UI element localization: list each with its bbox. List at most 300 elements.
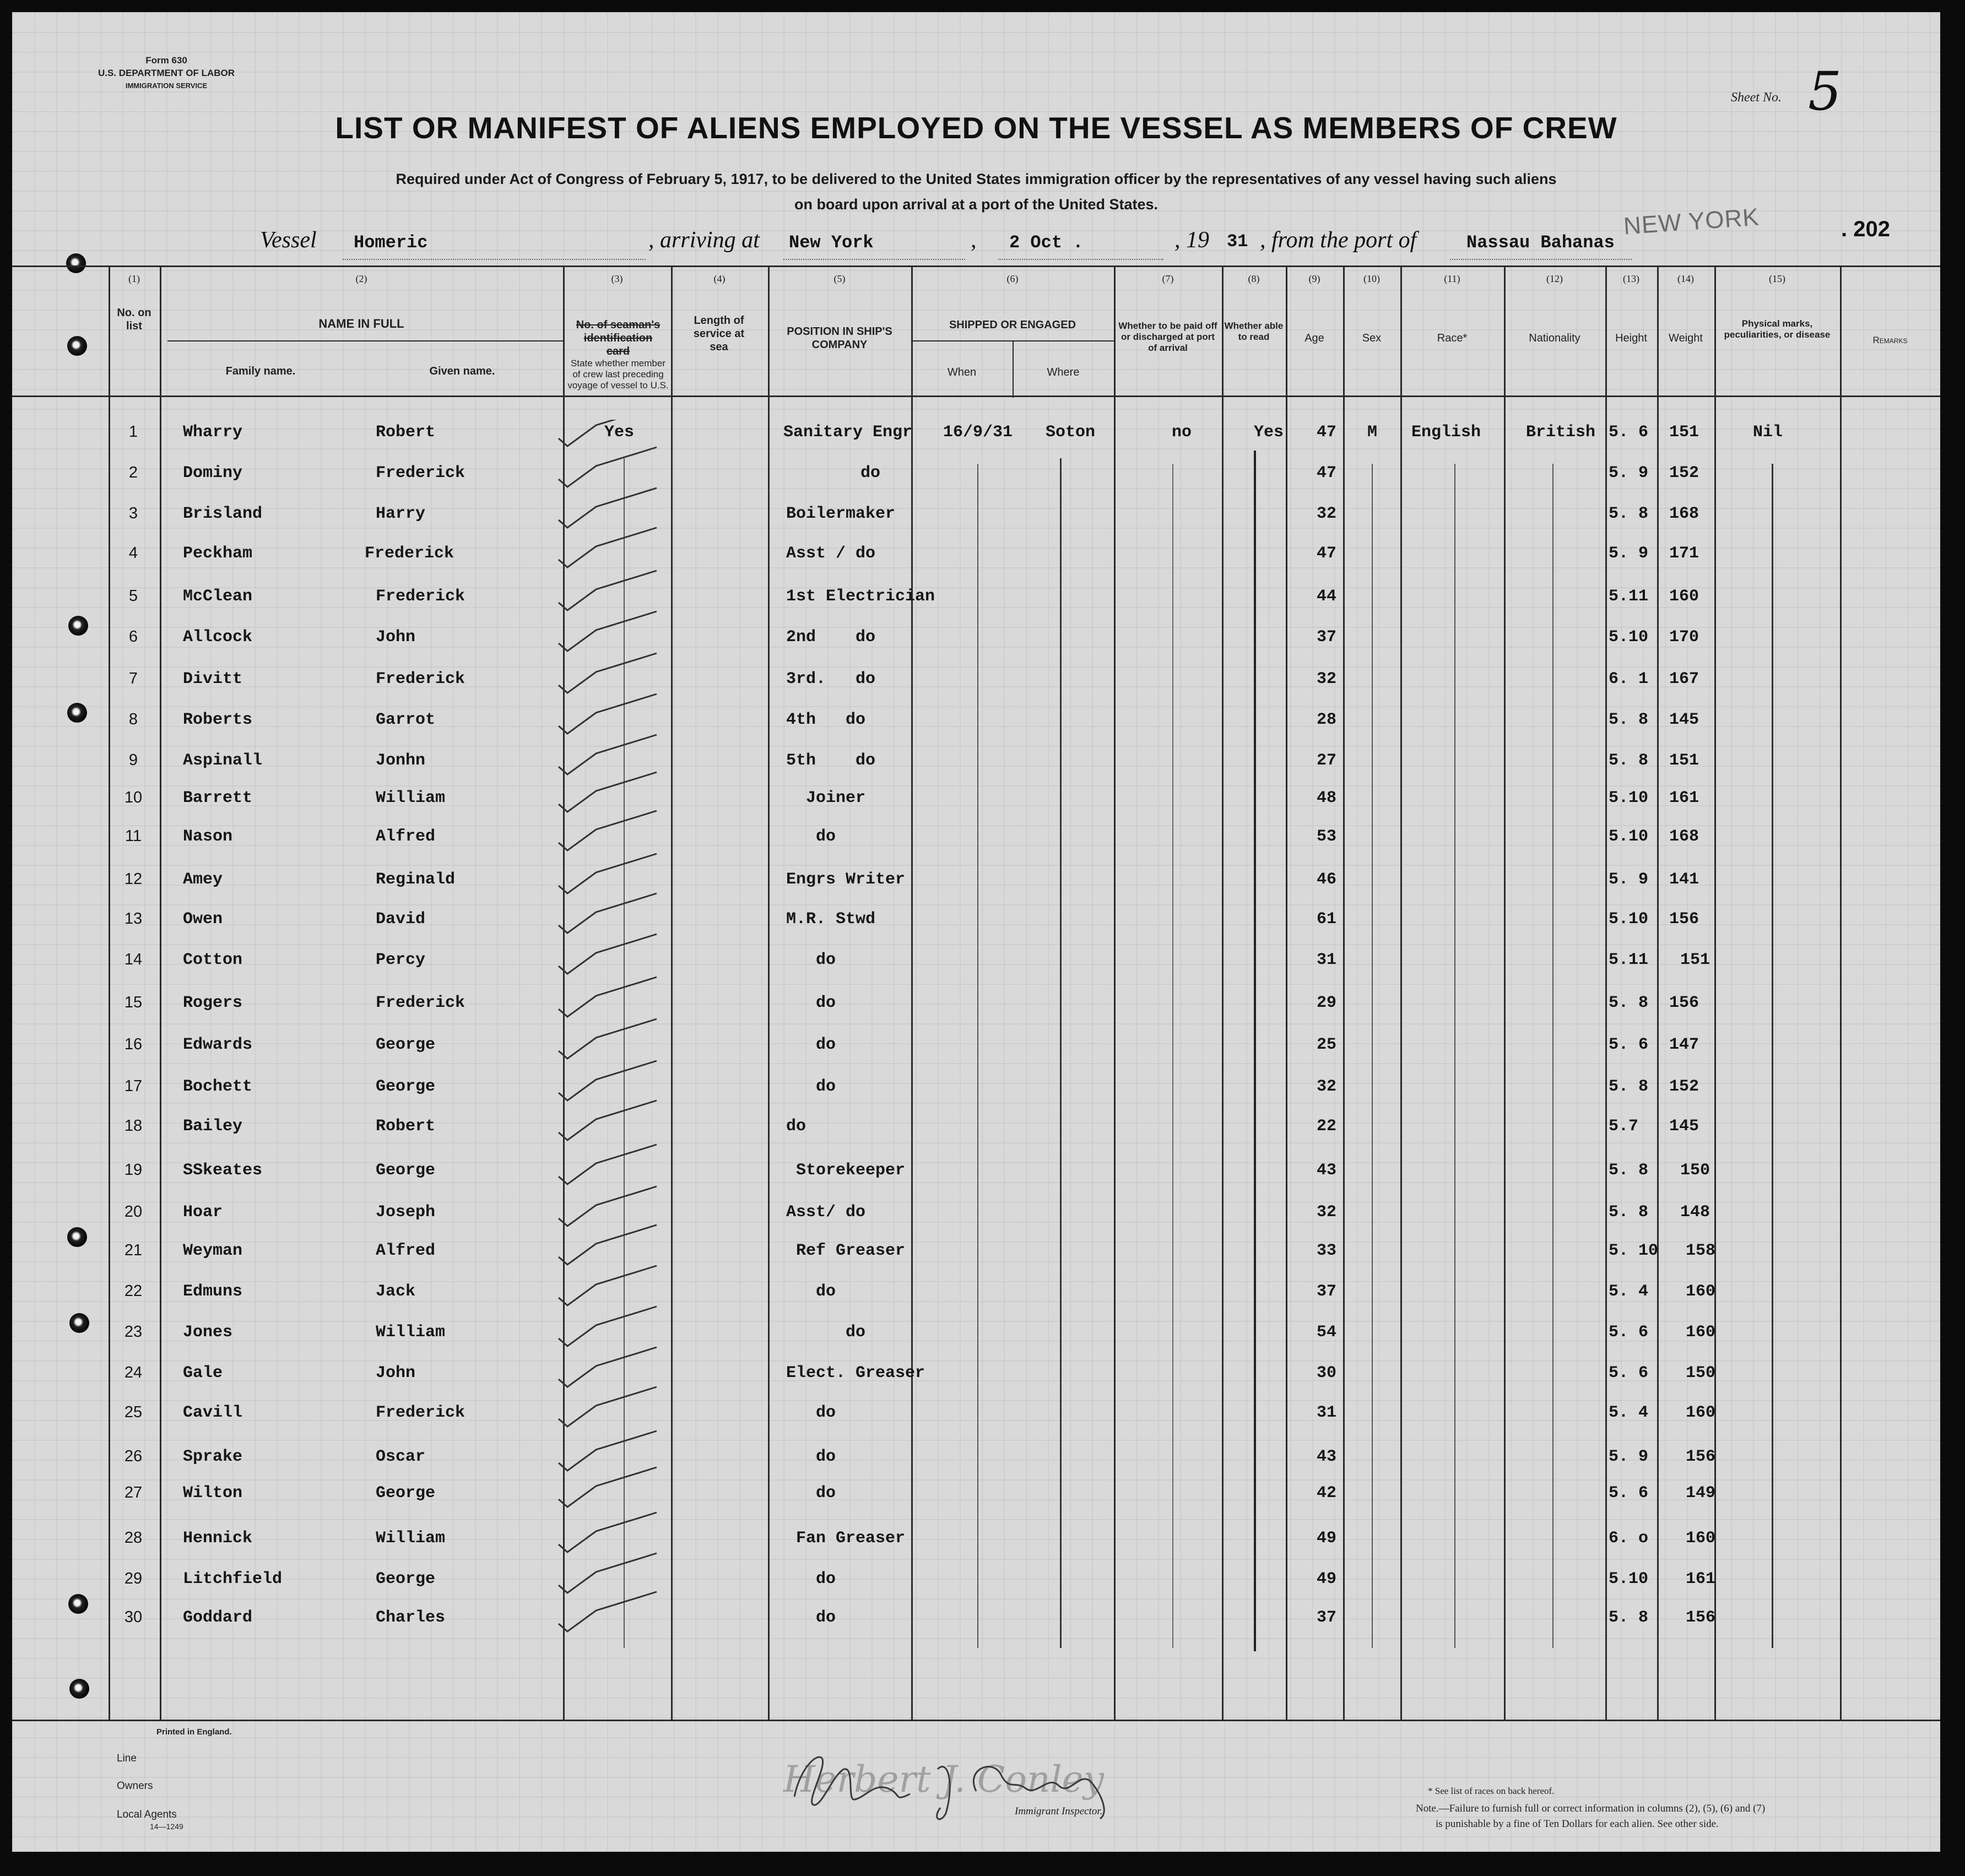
service-name: IMMIGRATION SERVICE [125,82,208,90]
check-mark [559,1266,657,1305]
position: do [786,994,836,1012]
sex: M [1367,423,1378,442]
name-subheader-rule [167,340,564,341]
weight: 149 [1686,1484,1716,1503]
height: 5.10 [1609,628,1649,647]
weight: 158 [1686,1241,1716,1260]
family-name: Amey [183,870,223,889]
arrival-date: 2 Oct . [1009,232,1084,253]
position: do [860,464,881,482]
family-name: Owen [183,910,223,929]
check-mark [559,1467,657,1507]
family-name: Cavill [183,1403,243,1422]
height: 5. 6 [1609,1323,1649,1342]
age: 30 [1317,1364,1337,1382]
height: 5.7 [1609,1117,1639,1136]
header-paid-off: Whether to be paid off or discharged at port of arrival [1118,321,1217,353]
height: 5. 6 [1609,1484,1649,1503]
header-shipped-engaged: SHIPPED OR ENGAGED [949,319,1076,331]
family-name: Jones [183,1323,233,1342]
age: 43 [1317,1161,1337,1180]
local-agents-label: Local Agents [117,1809,177,1820]
position: Asst / do [786,544,876,563]
crew-row [12,1313,1940,1353]
vessel-label: Vessel [260,227,317,253]
col-number: (11) [1444,273,1460,284]
header-nationality: Nationality [1529,332,1580,344]
age: 32 [1317,1203,1337,1222]
family-name: Aspinall [183,751,263,770]
ditto-line-sex [1372,464,1373,1648]
paid-off: no [1172,423,1192,442]
penalty-note-line-1: Note.—Failure to furnish full or correct information in columns (2), (5), (6) and (7) [1416,1803,1766,1814]
weight: 156 [1669,994,1699,1012]
list-number: 12 [124,870,143,888]
department-name: U.S. DEPARTMENT OF LABOR [98,68,235,78]
list-number: 20 [124,1203,143,1221]
age: 42 [1317,1484,1337,1503]
weight: 152 [1669,1077,1699,1096]
document-title: LIST OR MANIFEST OF ALIENS EMPLOYED ON THE VESSEL AS MEMBERS OF CREW [335,111,1617,145]
header-list-number: No. on list [117,307,151,332]
from-port-label: , from the port of [1260,227,1417,253]
crew-row [12,1272,1940,1313]
family-name: Dominy [183,464,243,482]
weight: 160 [1669,587,1699,606]
weight: 147 [1669,1035,1699,1054]
crew-row [12,660,1940,700]
check-mark [559,447,657,487]
age: 49 [1317,1570,1337,1588]
age: 29 [1317,994,1337,1012]
crew-row [12,577,1940,617]
position: Asst/ do [786,1203,866,1222]
list-number: 22 [124,1282,143,1300]
given-name: Charles [376,1608,446,1627]
family-name: Sprake [183,1447,243,1466]
age: 47 [1317,464,1337,482]
crew-row [12,1438,1940,1478]
weight: 161 [1669,789,1699,807]
header-bottom-border [12,395,1940,397]
list-number: 5 [128,587,138,605]
crew-row [12,984,1940,1024]
age: 54 [1317,1323,1337,1342]
check-mark [559,1431,657,1471]
height: 6. o [1609,1529,1649,1548]
header-able-to-read: Whether able to read [1224,321,1284,342]
check-mark [559,420,657,446]
height: 5.10 [1609,1570,1649,1588]
check-mark [559,1061,657,1100]
arrival-port: New York [789,232,874,253]
family-name: Edwards [183,1035,253,1054]
family-name: Litchfield [183,1570,283,1588]
position: do [786,1282,836,1301]
header-remarks: Remarks [1872,335,1908,345]
height: 5. 8 [1609,505,1649,523]
height: 5. 8 [1609,1608,1649,1627]
check-mark [559,1145,657,1184]
header-when: When [947,366,977,378]
position: M.R. Stwd [786,910,876,929]
check-mark [559,611,657,651]
header-physical-marks: Physical marks, peculiarities, or disease [1724,318,1831,340]
list-number: 29 [124,1570,143,1587]
document-subtitle [232,166,1720,217]
printed-in-england: Printed in England. [156,1727,232,1737]
col-number: (5) [833,273,846,284]
given-name: George [376,1161,436,1180]
owners-label: Owners [117,1780,153,1792]
check-mark [559,694,657,734]
given-name: Percy [376,951,426,969]
ditto-line-nationality [1552,464,1553,1648]
weight: 151 [1669,751,1699,770]
check-mark [559,934,657,974]
given-name: Frederick [376,1403,465,1422]
position: 1st Electrician [786,587,935,606]
date-underline [998,259,1163,260]
check-mark [559,977,657,1017]
age: 37 [1317,1282,1337,1301]
height: 5. 9 [1609,544,1649,563]
check-mark [559,893,657,933]
list-number: 26 [124,1447,143,1465]
height: 5. 4 [1609,1403,1649,1422]
list-number: 6 [128,628,138,646]
family-name: Hennick [183,1529,253,1548]
weight: 171 [1669,544,1699,563]
check-mark [559,735,657,774]
position: do [786,1570,836,1588]
header-name-in-full: NAME IN FULL [318,317,404,330]
position: do [786,1447,836,1466]
penalty-note-line-2: is punishable by a fine of Ten Dollars for each alien. See other side. [1436,1818,1719,1830]
crew-row [12,495,1940,535]
age: 43 [1317,1447,1337,1466]
comma-separator: , [971,227,977,253]
position: Boilermaker [786,505,896,523]
height: 5. 6 [1609,1035,1649,1054]
family-name: Divitt [183,670,243,688]
height: 5. 4 [1609,1282,1649,1301]
col-number: (8) [1248,273,1260,284]
check-mark [559,571,657,610]
port-underline [1450,259,1632,260]
sheet-label: Sheet No. [1731,90,1782,105]
list-number: 17 [124,1077,143,1095]
crew-row [12,1107,1940,1147]
given-name: Oscar [376,1447,426,1466]
header-sex: Sex [1362,332,1382,344]
position: 2nd do [786,628,876,647]
weight: 156 [1686,1447,1716,1466]
weight: 160 [1686,1282,1716,1301]
crew-row [12,413,1940,453]
check-mark [559,1387,657,1427]
crew-row [12,1026,1940,1066]
family-name: Hoar [183,1203,223,1222]
new-york-stamp: NEW YORK [1622,203,1761,240]
header-age: Age [1304,332,1324,344]
age: 47 [1317,544,1337,563]
list-number: 14 [124,951,143,968]
given-name: Alfred [376,1241,436,1260]
arrival-underline [783,259,965,260]
age: 27 [1317,751,1337,770]
weight: 161 [1686,1570,1716,1588]
list-number: 16 [124,1035,143,1053]
family-name: Bochett [183,1077,253,1096]
col-number: (1) [128,273,140,284]
family-name: Cotton [183,951,243,969]
position: Fan Greaser [786,1529,906,1548]
age: 22 [1317,1117,1337,1136]
family-name: Wharry [183,423,243,442]
given-name: Frederick [376,670,465,688]
family-name: Nason [183,827,233,846]
check-mark [559,772,657,812]
given-name: Robert [376,423,436,442]
position: do [786,827,836,846]
list-number: 25 [124,1403,143,1421]
given-name: George [376,1484,436,1503]
position: do [786,1077,836,1096]
form-identification [89,54,243,92]
list-number: 1 [128,423,138,441]
weight: 150 [1686,1364,1716,1382]
height: 5. 8 [1609,711,1649,729]
table-top-border [12,265,1940,267]
family-name: McClean [183,587,253,606]
weight: 160 [1686,1529,1716,1548]
age: 33 [1317,1241,1337,1260]
list-number: 24 [124,1364,143,1381]
header-position: POSITION IN SHIP'S COMPANY [787,326,892,351]
shipped-where: Soton [1046,423,1096,442]
given-name: William [376,1323,446,1342]
crew-row [12,941,1940,981]
age: 46 [1317,870,1337,889]
age: 44 [1317,587,1337,606]
weight: 145 [1669,711,1699,729]
family-name: Peckham [183,544,253,563]
able-to-read: Yes [1254,423,1284,442]
list-number: 4 [128,544,138,562]
sheet-number: 5 [1808,61,1842,122]
age: 32 [1317,670,1337,688]
crew-row [12,454,1940,494]
position: 5th do [786,751,876,770]
form-number: Form 630 [145,55,187,66]
header-previous-voyage: State whether member of crew last preceding voyage of vessel to U.S. [567,358,669,391]
manifest-sheet [12,12,1940,1852]
race: English [1411,423,1481,442]
age: 61 [1317,910,1337,929]
age: 53 [1317,827,1337,846]
age: 37 [1317,628,1337,647]
age: 49 [1317,1529,1337,1548]
col-number: (7) [1162,273,1174,284]
given-name: Harry [376,505,426,523]
list-number: 18 [124,1117,143,1135]
subtitle-line-2: on board upon arrival at a port of the United States. [794,196,1159,213]
ditto-line-marks [1772,464,1773,1648]
position: do [786,1035,836,1054]
check-marks [552,420,673,1659]
age: 48 [1317,789,1337,807]
given-name: Jack [376,1282,416,1301]
family-name: Edmuns [183,1282,243,1301]
list-number: 27 [124,1484,143,1501]
col-number: (15) [1769,273,1785,284]
age: 31 [1317,951,1337,969]
punch-hole [69,1679,89,1699]
age: 28 [1317,711,1337,729]
ditto-line-when [977,464,978,1648]
age: 47 [1317,423,1337,442]
weight: 170 [1669,628,1699,647]
crew-row [12,817,1940,858]
family-name: Weyman [183,1241,243,1260]
table-bottom-border [12,1720,1940,1721]
list-number: 15 [124,994,143,1011]
ditto-line-read [1254,451,1256,1651]
check-mark [559,1592,657,1631]
weight: 160 [1686,1403,1716,1422]
crew-row [12,534,1940,574]
races-note: * See list of races on back hereof. [1428,1786,1555,1796]
given-name: Garrot [376,711,436,729]
col-number: (9) [1308,273,1320,284]
col-number: (12) [1546,273,1563,284]
given-name: George [376,1570,436,1588]
col-number: (4) [713,273,726,284]
check-mark [559,1512,657,1552]
crew-row [12,1598,1940,1639]
col-number: (13) [1623,273,1639,284]
crew-row [12,779,1940,819]
crew-row [12,618,1940,658]
position: do [786,951,836,969]
position: Engrs Writer [786,870,906,889]
family-name: Rogers [183,994,243,1012]
weight: 168 [1669,827,1699,846]
weight: 168 [1669,505,1699,523]
given-name: John [376,628,416,647]
height: 5. 6 [1609,1364,1649,1382]
given-name: George [376,1077,436,1096]
family-name: Wilton [183,1484,243,1503]
weight: 152 [1669,464,1699,482]
check-mark [559,854,657,893]
family-name: Allcock [183,628,253,647]
crew-row [12,1067,1940,1108]
age: 37 [1317,1608,1337,1627]
height: 5.11 [1609,587,1649,606]
crew-row [12,1232,1940,1272]
height: 5.10 [1609,827,1649,846]
given-name: Joseph [376,1203,436,1222]
family-name: Bailey [183,1117,243,1136]
weight: 151 [1669,423,1699,442]
check-mark [559,1306,657,1346]
given-name: David [376,910,426,929]
list-number: 7 [128,670,138,687]
height: 5. 9 [1609,464,1649,482]
immigrant-inspector-label: Immigrant Inspector. [1015,1805,1103,1817]
header-length-of-service: Length of service at sea [693,315,745,353]
position: do [786,1323,866,1342]
check-mark [559,1225,657,1265]
weight: 151 [1680,951,1710,969]
height: 5. 8 [1609,1077,1649,1096]
given-name: William [376,1529,446,1548]
position: Ref Greaser [786,1241,906,1260]
year-prefix: , 19 [1174,227,1209,253]
list-number: 9 [128,751,138,769]
arrival-year: 31 [1227,231,1248,252]
list-number: 8 [128,711,138,728]
given-name: Reginald [376,870,456,889]
ditto-line-paid [1172,464,1173,1648]
list-number: 30 [124,1608,143,1626]
list-number: 19 [124,1161,143,1179]
punch-hole [66,253,86,273]
nationality: British [1526,423,1596,442]
position: Sanitary Engr [783,423,913,442]
col-number: (14) [1677,273,1694,284]
given-name: Frederick [376,994,465,1012]
signature-text: Herbert J. Conley [783,1758,1105,1801]
check-mark [559,1553,657,1593]
header-race: Race* [1437,332,1468,344]
col-number: (3) [611,273,623,284]
given-name: Robert [376,1117,436,1136]
height: 5.10 [1609,789,1649,807]
family-name: Goddard [183,1608,253,1627]
weight: 167 [1669,670,1699,688]
weight: 160 [1686,1323,1716,1342]
check-mark [559,811,657,850]
height: 5. 8 [1609,751,1649,770]
given-name: George [376,1035,436,1054]
given-name: Alfred [376,827,436,846]
crew-row [12,1560,1940,1600]
weight: 150 [1680,1161,1710,1180]
weight: 141 [1669,870,1699,889]
header-height: Height [1615,332,1647,344]
arriving-label: , arriving at [648,227,760,253]
subtitle-line-1: Required under Act of Congress of February 5, 1917, to be delivered to the United States immigration officer by the representatives of any vessel having such aliens [396,171,1557,187]
given-name: Frederick [376,587,465,606]
position: do [786,1117,806,1136]
header-family-name: Family name. [225,365,296,377]
list-number: 3 [128,505,138,522]
crew-row [12,741,1940,782]
col-number: (2) [355,273,367,284]
given-name: Frederick [365,544,454,563]
header-given-name: Given name. [429,365,495,377]
height: 5. 8 [1609,994,1649,1012]
crew-row [12,701,1940,741]
family-name: Brisland [183,505,263,523]
age: 31 [1317,1403,1337,1422]
ditto-line-where [1060,458,1062,1648]
check-mark [559,1100,657,1140]
crew-row [12,1151,1940,1191]
